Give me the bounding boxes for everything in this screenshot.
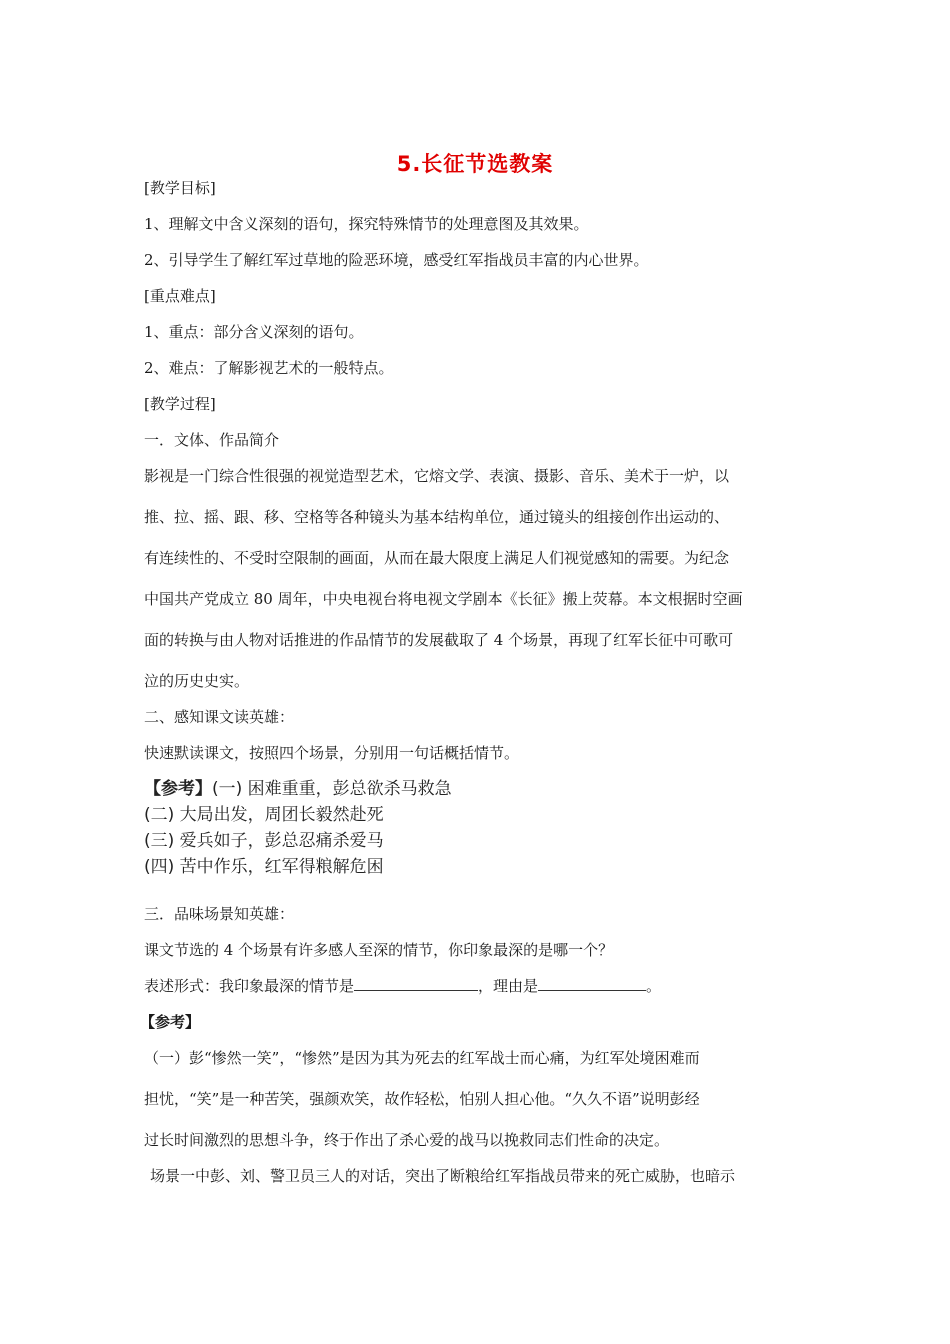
analysis-line: （一）彭“惨然一笑”，“惨然”是因为其为死去的红军战士而心痛，为红军处境困难而 xyxy=(144,1049,700,1067)
paragraph-1-line: 面的转换与由人物对话推进的作品情节的发展截取了 4 个场景，再现了红军长征中可歌可 xyxy=(144,631,734,649)
analysis-line: 担忧，“笑”是一种苦笑，强颜欢笑，故作轻松，怕别人担心他。“久久不语”说明彭经 xyxy=(144,1090,700,1108)
reference-item-1: (一) 困难重重，彭总欲杀马救急 xyxy=(212,779,452,799)
paragraph-1-line: 泣的历史史实。 xyxy=(144,672,250,690)
goal-2: 2、引导学生了解红军过草地的险恶环境，感受红军指战员丰富的内心世界。 xyxy=(144,251,649,269)
reference-label: 【参考】 xyxy=(144,779,212,799)
answer-format xyxy=(144,976,661,996)
section-3-question: 课文节选的 4 个场景有许多感人至深的情节，你印象最深的是哪一个？ xyxy=(144,941,614,959)
heading-teaching-process: [教学过程] xyxy=(144,395,216,413)
reference-row-1 xyxy=(144,776,452,802)
section-2-task: 快速默读课文，按照四个场景，分别用一句话概括情节。 xyxy=(144,744,520,762)
key-point-2: 2、难点：了解影视艺术的一般特点。 xyxy=(144,359,394,377)
answer-format-end: 。 xyxy=(646,977,662,995)
heading-teaching-goals: [教学目标] xyxy=(144,179,216,197)
answer-format-middle: ，理由是 xyxy=(478,977,539,995)
heading-key-points: [重点难点] xyxy=(144,287,216,305)
paragraph-1-line: 影视是一门综合性很强的视觉造型艺术，它熔文学、表演、摄影、音乐、美术于一炉，以 xyxy=(144,467,730,485)
analysis-line: 场景一中彭、刘、警卫员三人的对话，突出了断粮给红军指战员带来的死亡威胁，也暗示 xyxy=(150,1167,736,1185)
reference-item-2: (二) 大局出发，周团长毅然赴死 xyxy=(144,805,384,825)
reference-item-3: (三) 爱兵如子，彭总忍痛杀爱马 xyxy=(144,831,384,851)
answer-format-prefix: 表述形式：我印象最深的情节是 xyxy=(144,977,355,995)
key-point-1: 1、重点：部分含义深刻的语句。 xyxy=(144,323,364,341)
reference-answers-image xyxy=(144,776,452,880)
section-1-heading: 一．文体、作品简介 xyxy=(144,431,280,449)
document-title: 5.长征节选教案 xyxy=(396,152,554,176)
reference-item-4: (四) 苦中作乐，红军得粮解危困 xyxy=(144,857,384,877)
blank-line xyxy=(354,976,478,991)
paragraph-1-line: 有连续性的、不受时空限制的画面，从而在最大限度上满足人们视觉感知的需要。为纪念 xyxy=(144,549,730,567)
reference-heading: 【参考】 xyxy=(140,1013,201,1031)
paragraph-1-line: 推、拉、摇、跟、移、空格等各种镜头为基本结构单位，通过镜头的组接创作出运动的、 xyxy=(144,508,730,526)
goal-1: 1、理解文中含义深刻的语句，探究特殊情节的处理意图及其效果。 xyxy=(144,215,589,233)
section-3-heading: 三．品味场景知英雄： xyxy=(144,905,295,923)
paragraph-1-line: 中国共产党成立 80 周年，中央电视台将电视文学剧本《长征》搬上荧幕。本文根据时空画 xyxy=(144,590,743,608)
section-2-heading: 二、感知课文读英雄： xyxy=(144,708,295,726)
blank-line xyxy=(538,976,646,991)
analysis-line: 过长时间激烈的思想斗争，终于作出了杀心爱的战马以挽救同志们性命的决定。 xyxy=(144,1131,670,1149)
